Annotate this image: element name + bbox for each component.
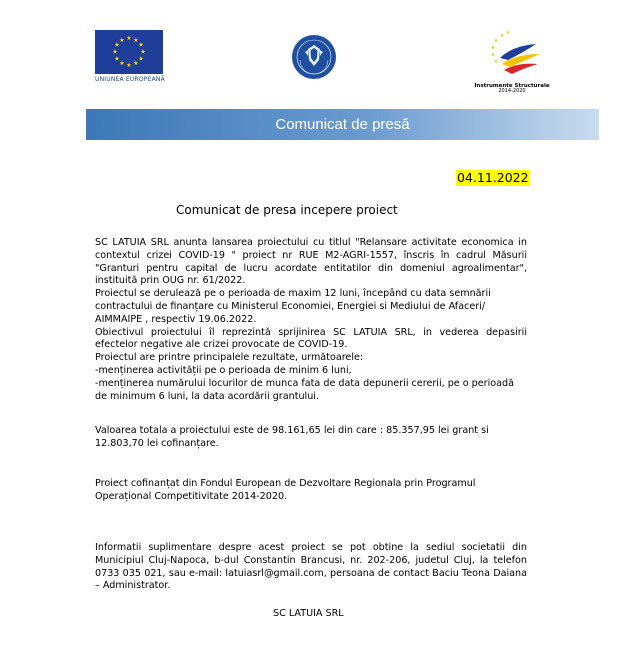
paragraph-funding: Proiect cofinanțat din Fondul European de Dezvoltare Regionala prin Programul Operațional Competitivitate 2014-2020. <box>95 478 476 502</box>
svg-text:★: ★ <box>119 60 125 67</box>
paragraph-results-intro: Proiectul are printre principalele rezultate, următoarele: <box>95 352 364 364</box>
signature: SC LATUIA SRL <box>273 608 344 619</box>
result-item: -menținerea activității pe o perioada de minim 6 luni, <box>95 364 352 376</box>
svg-text:★: ★ <box>490 52 496 58</box>
svg-text:★: ★ <box>133 60 139 67</box>
svg-text:★: ★ <box>133 37 139 44</box>
paragraph-total-value: Valoarea totala a proiectului este de 98.161,65 lei din care : 85.357,95 lei grant si 12.803,70 lei cofinanțare. <box>95 425 489 449</box>
paragraph-contact: Informatii suplimentare despre acest proiect se pot obtine la sediul societatii din Municipiul Cluj-Napoca, b-dul Constantin Brancusi, nr. 202-206, judetul Cluj, la telefon 0733 035 021, sau e-mail: latuiasrl@gmail.com, persoana de contact Baciu Teona Daiana – Administrator. <box>95 542 527 592</box>
svg-text:★: ★ <box>499 33 505 39</box>
svg-text:★: ★ <box>126 62 132 69</box>
document-title: Comunicat de presa incepere proiect <box>176 203 398 217</box>
is-years: 2014-2020 <box>498 88 526 95</box>
svg-text:★: ★ <box>114 55 120 63</box>
svg-text:★: ★ <box>493 38 499 44</box>
instrumente-structurale-logo <box>472 28 552 95</box>
body-contact <box>95 542 527 593</box>
paragraph-duration: Proiectul se derulează pe o perioada de maxim 12 luni, începând cu data semnării contractului de finanțare cu Ministerul Economiei, Energiei si Mediului de Afaceri/ AIMMAIPE , respectiv 19.06.2022. <box>95 288 491 325</box>
eu-logo <box>95 30 167 83</box>
svg-text:★: ★ <box>493 59 499 65</box>
eu-flag-icon <box>95 30 163 74</box>
svg-text:★: ★ <box>138 41 144 49</box>
header-banner <box>86 109 599 140</box>
svg-text:★: ★ <box>140 48 146 56</box>
result-item: -menținerea numărului locurilor de munca fata de data depunerii cererii, pe o perioadă de minimum 6 luni, la data acordării grantului. <box>95 377 515 402</box>
eu-caption: UNIUNEA EUROPEANĂ <box>95 76 165 83</box>
structural-instruments-icon <box>478 28 548 82</box>
svg-text:★: ★ <box>119 37 125 44</box>
svg-text:★: ★ <box>490 45 496 51</box>
paragraph-intro: SC LATUIA SRL anunta lansarea proiectului cu titlul "Relansare activitate economica in contextul crizei COVID-19 " proiect nr RUE M2-AGRI-1557, înscris în cadrul Măsurii "Granturi pentru capital de lucru acordate entitatilor din domeniul agroalimentar", instituită prin OUG nr. 61/2022. <box>95 237 527 287</box>
paragraph-objective: Obiectivul proiectului îl reprezintă sprijinirea SC LATUIA SRL, in vederea depasirii efectelor negative ale crizei provocate de COVID-19. <box>95 326 527 351</box>
svg-text:★: ★ <box>114 41 120 49</box>
svg-text:★: ★ <box>126 35 132 42</box>
svg-text:★: ★ <box>505 30 511 36</box>
svg-text:★: ★ <box>138 55 144 63</box>
banner-title: Comunicat de presă <box>275 116 410 133</box>
is-caption: Instrumente Structurale <box>474 83 550 89</box>
body-funding <box>95 478 527 504</box>
release-date: 04.11.2022 <box>457 170 529 185</box>
body-value <box>95 425 527 451</box>
government-seal-icon <box>291 34 337 80</box>
svg-text:★: ★ <box>112 48 118 56</box>
body-main <box>95 237 527 403</box>
